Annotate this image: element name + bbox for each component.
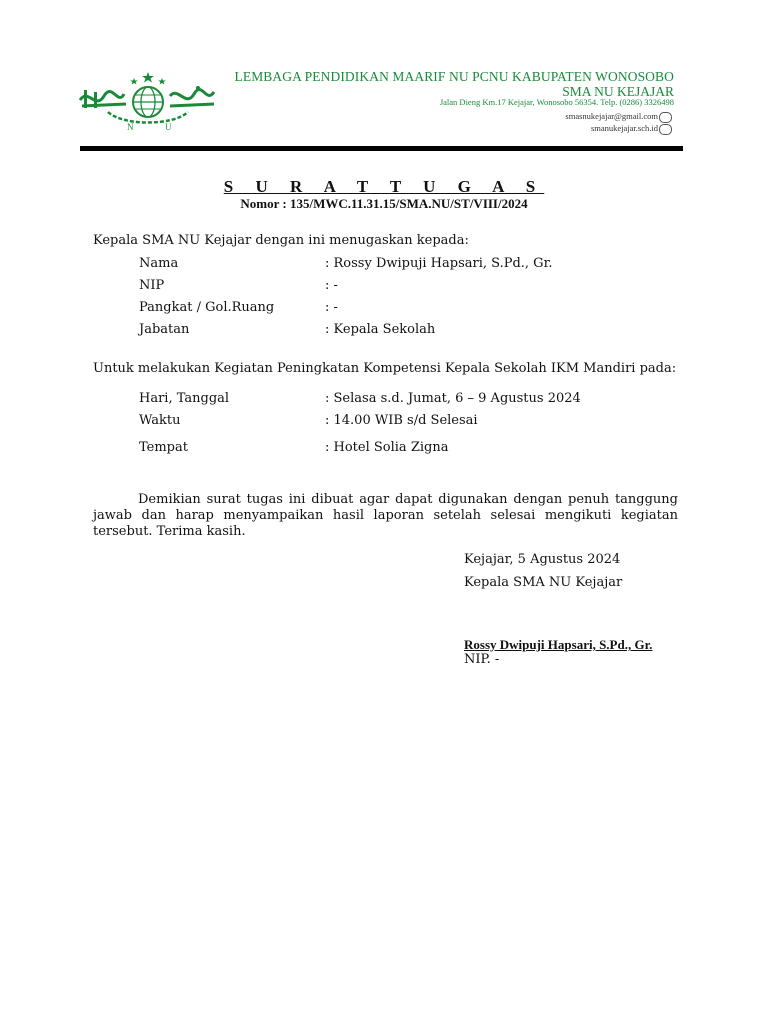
globe-icon [659,124,672,135]
assignee-label-rank: Pangkat / Gol.Ruang [139,300,275,315]
document-title: S U R A T T U G A S [223,177,545,196]
signature-nip: NIP. - [464,652,500,667]
letterhead-org-name: LEMBAGA PENDIDIKAN MAARIF NU PCNU KABUPATEN WONOSOBO [234,69,674,84]
event-label-time: Waktu [139,413,181,428]
assignee-label-position: Jabatan [139,322,190,337]
intro-text: Kepala SMA NU Kejajar dengan ini menugaskan kepada: [93,233,469,248]
assignee-value-rank: : - [325,300,338,315]
event-value-time: : 14.00 WIB s/d Selesai [325,413,478,428]
event-value-date: : Selasa s.d. Jumat, 6 – 9 Agustus 2024 [325,391,581,406]
event-value-place: : Hotel Solia Zigna [325,440,449,455]
nu-logo-icon [78,70,218,132]
purpose-text: Untuk melakukan Kegiatan Peningkatan Kompetensi Kepala Sekolah IKM Mandiri pada: [93,361,677,376]
assignee-label-name: Nama [139,256,179,271]
email-icon [659,112,672,123]
logo-letter-u: U [165,122,172,132]
assignee-value-name: : Rossy Dwipuji Hapsari, S.Pd., Gr. [325,256,553,271]
letterhead-address: Jalan Dieng Km.17 Kejajar, Wonosobo 56354. Telp. (0286) 3326498 [439,97,674,107]
assignee-label-nip: NIP [139,278,165,293]
event-label-place: Tempat [139,440,188,455]
letterhead-divider [80,146,683,151]
signature-place-date: Kejajar, 5 Agustus 2024 [464,552,621,567]
letterhead-website: smanukejajar.sch.id [590,123,658,133]
document-number: Nomor : 135/MWC.11.31.15/SMA.NU/ST/VIII/2024 [240,196,528,211]
event-label-date: Hari, Tanggal [139,391,230,406]
signature-name: Rossy Dwipuji Hapsari, S.Pd., Gr. [464,637,653,652]
assignee-value-position: : Kepala Sekolah [325,322,436,337]
logo-letter-n: N [127,122,134,132]
closing-paragraph: Demikian surat tugas ini dibuat agar dapat digunakan dengan penuh tanggung jawab dan harap menyampaikan hasil laporan setelah selesai mengikuti kegiatan tersebut. Terima kasih. [93,492,678,539]
assignee-value-nip: : - [325,278,338,293]
letterhead-school-name: SMA NU KEJAJAR [562,84,674,99]
letterhead-email: smasnukejajar@gmail.com [565,111,658,121]
signature-position: Kepala SMA NU Kejajar [464,575,623,590]
